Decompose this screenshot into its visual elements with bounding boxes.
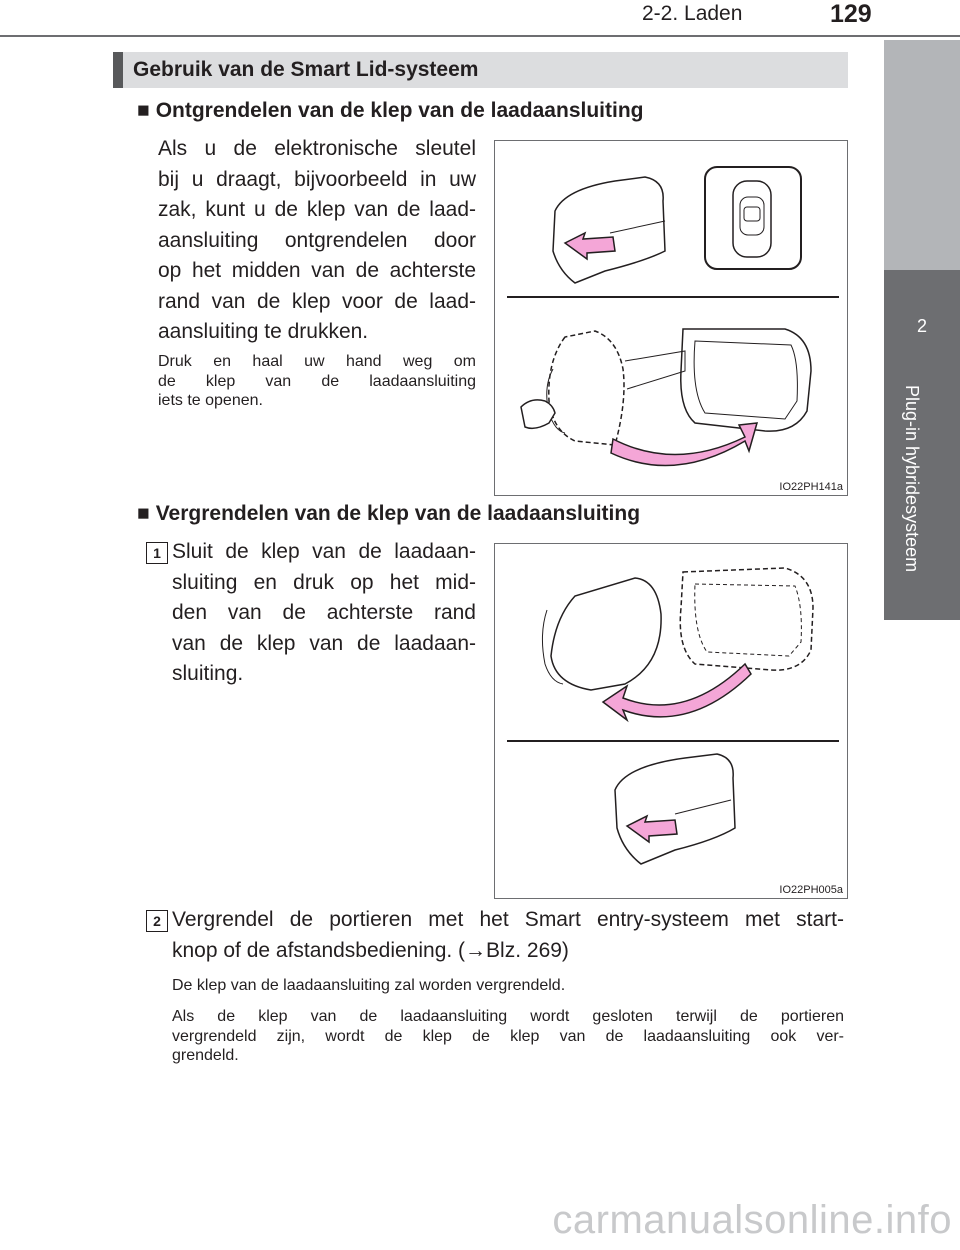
unlock-note-line: de klep van de laadaansluiting [158,372,476,390]
smart-key-icon [705,167,801,269]
step2-line: knop of de afstandsbediening. (→Blz. 269) [172,938,569,962]
unlock-line: op het midden van de achterste [158,259,476,282]
unlock-line: Als u de elektronische sleutel [158,137,476,160]
step1-line: sluiting en druk op het mid- [172,570,476,594]
unlock-body [158,134,476,348]
figure-lock-illustration [495,544,847,898]
section-band-mark [113,52,123,88]
hand-press-icon [521,400,555,428]
chapter-label: 2-2. Laden [642,2,743,25]
unlock-heading [137,99,643,123]
figure-unlock-illustration [495,141,847,495]
side-tab-number: 2 [916,316,927,336]
unlock-note-line: iets te openen. [158,392,263,409]
step-number: 2 [146,910,168,932]
step-number: 1 [146,542,168,564]
step1-body [172,537,476,690]
figure-code: IO22PH141a [779,481,843,493]
step2-line: Vergrendel de portieren met het Smart entry-systeem met start- [172,908,844,931]
step2-note-line: grendeld. [172,1047,239,1064]
section-title: Gebruik van de Smart Lid-systeem [133,58,479,81]
unlock-line: rand van de klep voor de laad- [158,289,476,313]
unlock-note [158,352,476,411]
step2-note-1: De klep van de laadaansluiting zal worden vergrendeld. [172,977,566,994]
lock-heading-text: Vergrendelen van de klep van de laadaansluiting [155,502,641,525]
lock-heading [137,502,640,526]
step2-note-line: vergrendeld zijn, wordt de klep de klep van de laadaansluiting ook ver- [172,1027,844,1045]
watermark: carmanualsonline.info [552,1198,952,1242]
header-rule [0,35,960,37]
unlock-note-line: Druk en haal uw hand weg om [158,353,476,370]
unlock-heading-text: Ontgrendelen van de klep van de laadaansluiting [155,99,644,122]
open-arrow-icon [611,423,757,466]
step1-line: sluiting. [172,662,244,685]
figure-unlock [494,140,848,496]
side-tab-upper [884,40,960,270]
side-tab-title: Plug-in hybridesysteem [902,385,922,573]
unlock-line: aansluiting te drukken. [158,320,369,343]
page-number: 129 [830,0,872,28]
charging-lid-icon [615,754,735,864]
charging-lid-icon [553,177,665,283]
lid-closing-icon [542,568,813,690]
unlock-line: zak, kunt u de klep van de laad- [158,198,476,221]
figure-code: IO22PH005a [779,884,843,896]
step2-note-2 [172,1007,844,1066]
lid-open-icon [547,329,811,445]
step1-line: den van de achterste rand [172,601,476,624]
step1-line: Sluit de klep van de laadaan- [172,540,476,563]
unlock-line: aansluiting ontgrendelen door [158,228,476,252]
step2-body [172,905,844,966]
heading-square-icon: ■ [137,502,150,525]
heading-square-icon: ■ [137,99,150,122]
step2-note-line: Als de klep van de laadaansluiting wordt gesloten terwijl de portieren [172,1008,844,1025]
unlock-line: bij u draagt, bijvoorbeeld in uw [158,167,476,191]
step1-line: van de klep van de laadaan- [172,631,476,655]
figure-lock [494,543,848,899]
